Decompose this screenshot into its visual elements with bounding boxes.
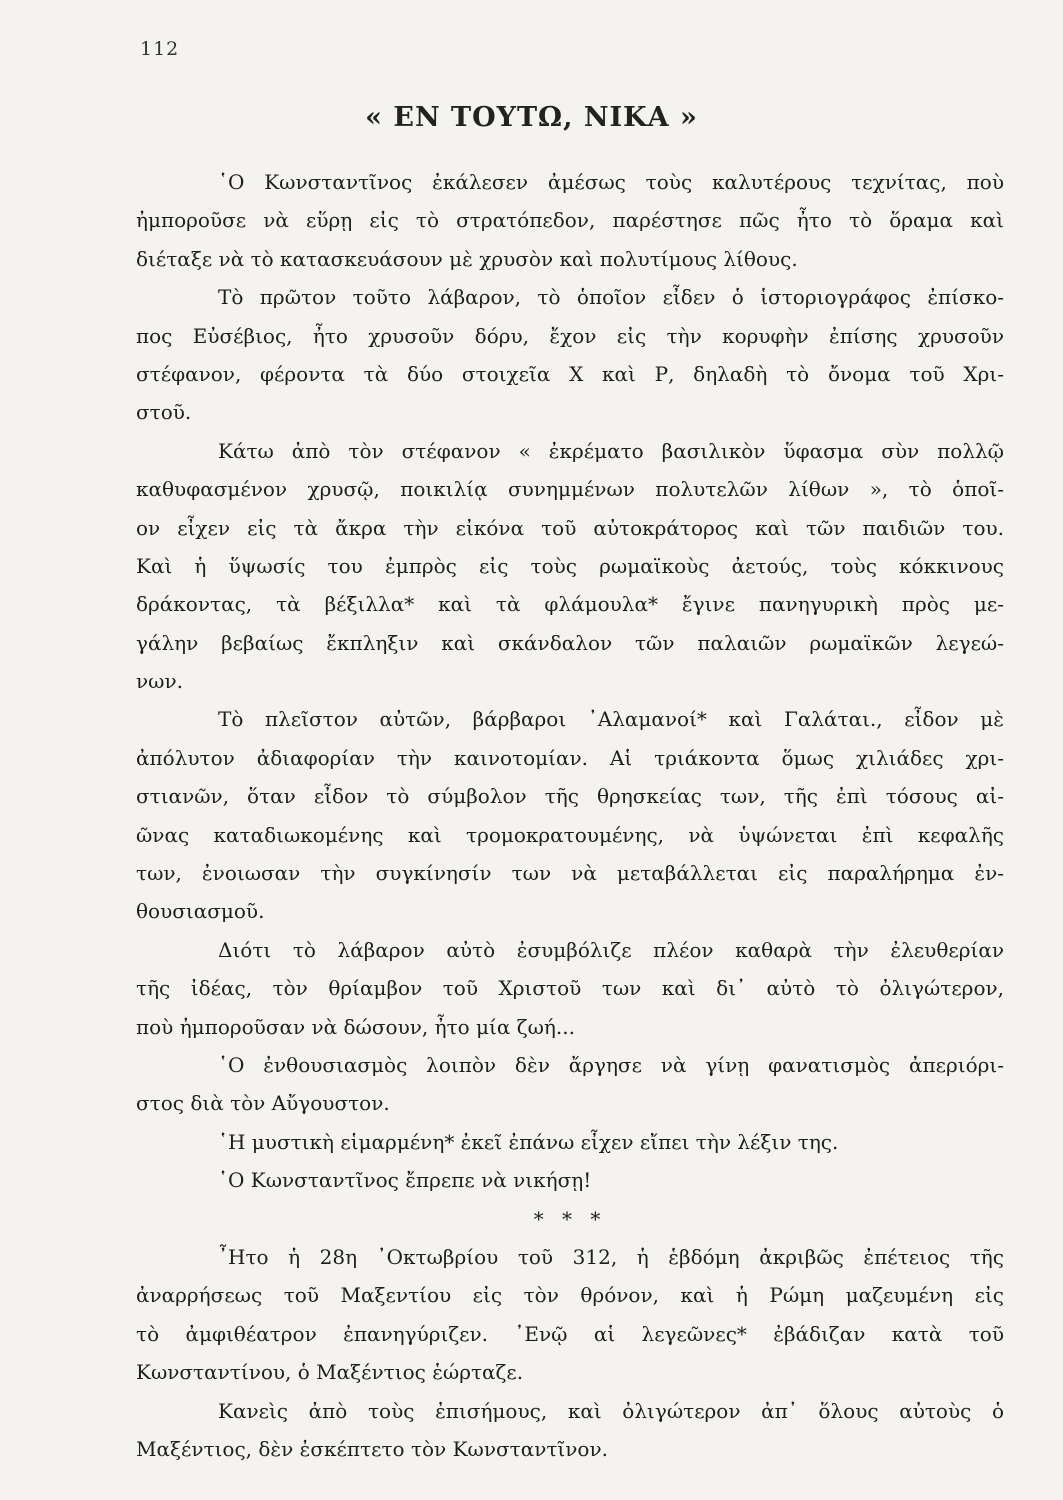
text-line: Μαξέντιος, δὲν ἐσκέπτετο τὸν Κωνσταντῖνον. (136, 1436, 608, 1461)
text-line: ἀναρρήσεως τοῦ Μαξεντίου εἰς τὸν θρόνον, καὶ ἡ Ρώμη μαζευμένη εἰς (136, 1283, 1004, 1308)
body-text (136, 163, 1004, 1468)
text-line: στος διὰ τὸν Αὔγουστον. (136, 1091, 390, 1116)
text-line: ἀπόλυτον ἀδιαφορίαν τὴν καινοτομίαν. Αἱ τριάκοντα ὅμως χιλιάδες χρι- (136, 745, 1004, 770)
text-line: γάλην βεβαίως ἔκπληξιν καὶ σκάνδαλον τῶν παλαιῶν ρωμαϊκῶν λεγεώ- (136, 630, 1004, 655)
text-line: τῆς ἰδέας, τὸν θρίαμβον τοῦ Χριστοῦ των καὶ δι᾿ αὐτὸ τὸ ὀλιγώτερον, (136, 976, 1004, 1001)
text-line: πος Εὐσέβιος, ἦτο χρυσοῦν δόρυ, ἔχον εἰς τὴν κορυφὴν ἐπίσης χρυσοῦν (136, 323, 1004, 348)
text-line: θουσιασμοῦ. (136, 899, 265, 924)
text-line: ποὺ ἠμποροῦσαν νὰ δώσουν, ἦτο μία ζωή... (136, 1014, 575, 1039)
text-line: στιανῶν, ὅταν εἶδον τὸ σύμβολον τῆς θρησκείας των, τῆς ἐπὶ τόσους αἰ- (136, 784, 1004, 809)
chapter-title: « ΕΝ ΤΟΥΤΩ, ΝΙΚΑ » (365, 102, 698, 133)
text-line: ῶνας καταδιωκομένης καὶ τρομοκρατουμένης, νὰ ὑψώνεται ἐπὶ κεφαλῆς (136, 822, 1004, 847)
text-line: ῾Ο Κωνσταντῖνος ἔπρεπε νὰ νικήσῃ! (218, 1168, 592, 1193)
text-line: Καὶ ἡ ὕψωσίς του ἐμπρὸς εἰς τοὺς ρωμαϊκοὺς ἀετούς, τοὺς κόκκινους (136, 553, 1004, 578)
text-line: Τὸ πρῶτον τοῦτο λάβαρον, τὸ ὁποῖον εἶδεν ὁ ἱστοριογράφος ἐπίσκο- (218, 285, 1004, 310)
text-line: ον εἶχεν εἰς τὰ ἄκρα τὴν εἰκόνα τοῦ αὐτοκράτορος καὶ τῶν παιδιῶν του. (136, 515, 1004, 540)
text-line: καθυφασμένον χρυσῷ, ποικιλίᾳ συνημμένων πολυτελῶν λίθων », τὸ ὁποῖ- (136, 477, 1004, 502)
text-line: των, ἐνοιωσαν τὴν συγκίνησίν των νὰ μεταβάλλεται εἰς παραλήρημα ἐν- (136, 861, 1004, 886)
text-line: Τὸ πλεῖστον αὐτῶν, βάρβαροι ᾿Αλαμανοί* καὶ Γαλάται., εἶδον μὲ (218, 707, 1004, 732)
text-line: δράκοντας, τὰ βέξιλλα* καὶ τὰ φλάμουλα* ἔγινε πανηγυρικὴ πρὸς με- (136, 592, 1004, 617)
text-line: Κωνσταντίνου, ὁ Μαξέντιος ἑώρταζε. (136, 1360, 524, 1385)
text-line: Κανεὶς ἀπὸ τοὺς ἐπισήμους, καὶ ὀλιγώτερον ἀπ᾿ ὅλους αὐτοὺς ὁ (218, 1398, 1004, 1423)
section-separator: * * * (533, 1206, 607, 1231)
text-line: ἠμποροῦσε νὰ εὕρῃ εἰς τὸ στρατόπεδον, παρέστησε πῶς ἦτο τὸ ὅραμα καὶ (136, 208, 1004, 233)
text-line: στοῦ. (136, 400, 192, 425)
text-line: ῏Ητο ἡ 28η ᾿Οκτωβρίου τοῦ 312, ἡ ἑβδόμη ἀκριβῶς ἐπέτειος τῆς (218, 1244, 1004, 1269)
text-line: Διότι τὸ λάβαρον αὐτὸ ἐσυμβόλιζε πλέον καθαρὰ τὴν ἐλευθερίαν (218, 937, 1004, 962)
text-line: νων. (136, 669, 183, 694)
text-line: ῾Ο Κωνσταντῖνος ἐκάλεσεν ἀμέσως τοὺς καλυτέρους τεχνίτας, ποὺ (218, 170, 1004, 194)
text-line: τὸ ἀμφιθέατρον ἐπανηγύριζεν. ᾿Ενῷ αἱ λεγεῶνες* ἐβάδιζαν κατὰ τοῦ (136, 1321, 1004, 1346)
text-line: ῾Η μυστικὴ εἱμαρμένη* ἐκεῖ ἐπάνω εἶχεν εἴπει τὴν λέξιν της. (218, 1129, 839, 1154)
page-number: 112 (140, 38, 180, 60)
text-line: Κάτω ἀπὸ τὸν στέφανον « ἐκρέματο βασιλικὸν ὕφασμα σὺν πολλῷ (218, 438, 1004, 463)
text-line: διέταξε νὰ τὸ κατασκευάσουν μὲ χρυσὸν καὶ πολυτίμους λίθους. (136, 246, 798, 271)
text-line: ῾Ο ἐνθουσιασμὸς λοιπὸν δὲν ἄργησε νὰ γίνῃ φανατισμὸς ἀπεριόρι- (218, 1052, 1004, 1077)
text-line: στέφανον, φέροντα τὰ δύο στοιχεῖα Χ καὶ Ρ, δηλαδὴ τὸ ὄνομα τοῦ Χρι- (136, 361, 1004, 386)
